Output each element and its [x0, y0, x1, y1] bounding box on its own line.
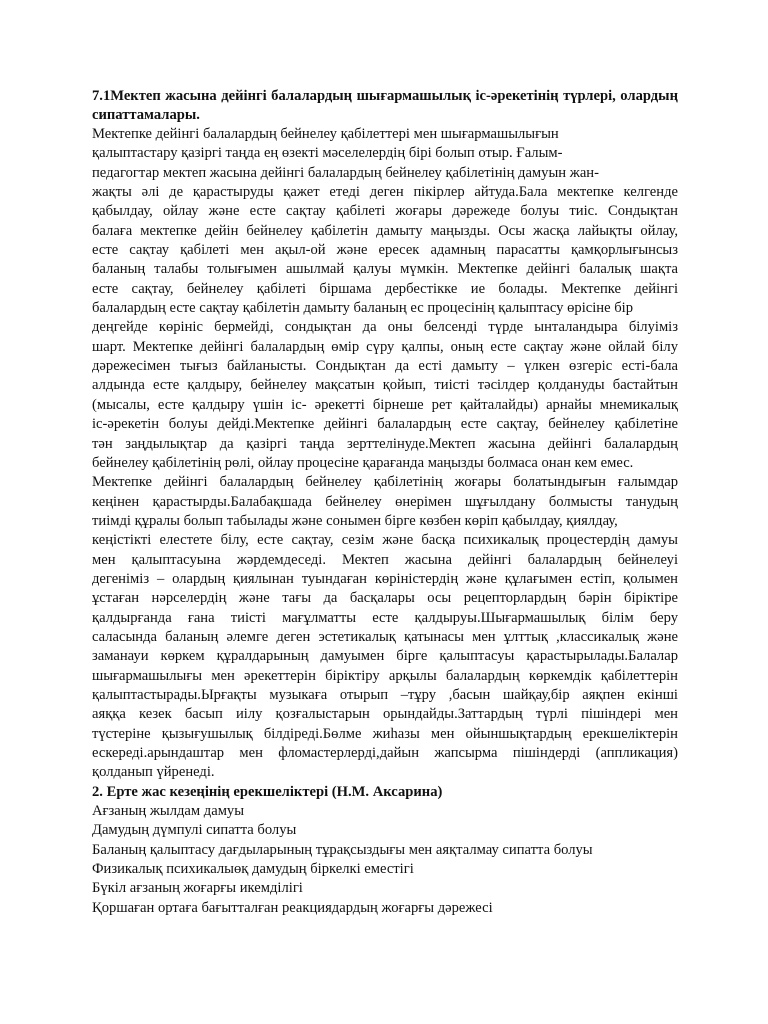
- text-line: қалдырғанда ғана тиісті мағұлматты есте қалдыруы.Шығармашылық білім беру: [92, 609, 678, 626]
- text-line: кеңінен қарастырды.Балабақшада бейнелеу өнерімен шұғылдану болмысты танудың: [92, 493, 678, 510]
- text-line: педагогтар мектеп жасына дейінгі балалардың бейнелеу қабілетінің дамуын жан-: [92, 164, 599, 181]
- text-line: шығармашылығы мен әрекеттерін біріктіру арқылы балалардың көркемдік қабілеттерін: [92, 667, 678, 684]
- text-line: саласында баланың әлемге деген эстетикалық қатынасы мен ұлттық ,классикалық және: [92, 628, 678, 645]
- text-line: кеңістікті елестете білу, есте сақтау, сезім және басқа психикалық процестердің дамуы: [92, 532, 678, 549]
- text-line: есте сақтау қабілеті мен ақыл-ой және ересек адамның парасатты қамқорлығынсыз: [92, 242, 678, 259]
- section-heading: 7.1Мектеп жасына дейінгі балалардың шығармашылық іс-әрекетінің түрлері, олардың сипаттамалары.: [92, 88, 678, 123]
- text-line: (мысалы, есте қалдыру үшін іс- әрекетті бірнеше рет қайталайды) арнайы мнемикалық: [92, 396, 678, 413]
- text-line: тиімді құралы болып табылады және сонымен бірге көзбен көріп қабылдау, қиялдау,: [92, 512, 618, 529]
- text-line: іс-әрекетін болуы дейді.Мектепке дейінгі балалардың есте сақтау, бейнелеу қабілетіне: [92, 416, 678, 433]
- text-line: заманауи көркем құралдарының дамуымен бірге қалыптасуы қарастырылады.Балалар: [92, 648, 678, 665]
- list-item: Баланың қалыптасу дағдыларының тұрақсыздығы мен аяқталмау сипатта болуы: [92, 841, 593, 858]
- text-line: аяққа кезек басып иілу қозғалыстарын орындайды.Заттардың түрлі пішіндері мен: [92, 706, 678, 723]
- text-line: дәрежесімен тығыз байланысты. Сондықтан да есті дамыту – үлкен өзгеріс есті-бала: [92, 358, 678, 375]
- text-line: қалыптастару қазіргі таңда ең өзекті мәселелердің бірі болып отыр. Ғалым-: [92, 145, 563, 162]
- section-heading: 2. Ерте жас кезеңінің ерекшеліктері (Н.М. Аксарина): [92, 783, 443, 800]
- list-item: Ағзаның жылдам дамуы: [92, 803, 245, 820]
- text-line: балаға мектепке дейін бейнелеу қабілетін дамыту маңызды. Осы жасқа лайықты ойлау,: [92, 222, 678, 239]
- text-line: алдында есте қалдыру, бейнелеу мақсатын қойып, тиісті тәсілдер қолдануды бастайтын: [92, 377, 678, 394]
- text-line: қалыптастырады.Ырғақты музыкаға отырып –тұру ,басын шайқау,бір аяқпен екінші: [92, 686, 678, 703]
- text-line: тән заңдылықтар да қазіргі таңда зерттелінуде.Мектеп жасына дейінгі балалардың: [92, 435, 678, 452]
- text-line: ұстаған нәрселердің және тағы да басқалары осы рецепторлардың бәрін біріктіре: [92, 590, 678, 607]
- text-line: қолданып үйренеді.: [92, 764, 215, 781]
- text-line: түстеріне қызығушылық білдіреді.Бөлме жиһазы мен ойыншықтардың ерекшеліктерін: [92, 725, 678, 742]
- text-line: есте сақтау, бейнелеу қабілеті біршама дербестікке ие болады. Мектепке дейінгі: [92, 280, 678, 297]
- list-item: Қоршаған ортаға бағытталған реакциядардың жоғарғы дәрежесі: [92, 899, 493, 916]
- text-line: бейнелеу қабілетінің рөлі, ойлау процесіне қарағанда маңызды болмаса онан кем емес.: [92, 454, 634, 471]
- text-line: жақты әлі де қарастыруды қажет етеді деген пікірлер айтуда.Бала мектепке келгенде: [92, 184, 678, 201]
- document-page: [92, 87, 678, 918]
- list-item: Физикалық психикалыөқ дамудың біркелкі еместігі: [92, 861, 414, 878]
- feature-list: [92, 802, 678, 918]
- list-item: Дамудың дүмпулі сипатта болуы: [92, 822, 297, 839]
- text-line: Мектепке дейінгі балалардың бейнелеу қабілетінің жоғары болатындығын ғалымдар: [92, 474, 678, 491]
- text-line: мен қалыптасуына жәрдемдеседі. Мектеп жасына дейінгі балалардың бейнелеуі: [92, 551, 678, 568]
- text-line: балалардың есте сақтау қабілетін дамыту баланың ес процесінің қалыптасу өрісіне бір: [92, 300, 634, 317]
- text-line: деңгейде көрініс бермейді, сондықтан да оны белсенді түрде ынталандыра білуіміз: [92, 319, 678, 336]
- text-line: баланың талабы толығымен ашылмай қалуы мүмкін. Мектепке дейінгі балалық шақта: [92, 261, 678, 278]
- text-line: дегеніміз – олардың қиялынан туындаған көріністердің және құлағымен естіп, қолымен: [92, 570, 678, 587]
- body-paragraph: [92, 125, 678, 783]
- text-line: шарт. Мектепке дейінгі балалардың өмір сүру қалпы, оның есте сақтау және ойлай білу: [92, 338, 678, 355]
- list-item: Бүкіл ағзаның жоғарғы икемділігі: [92, 880, 303, 897]
- text-line: ескереді.арындаштар мен фломастерлерді,дайын жапсырма пішіндерді (аппликация): [92, 745, 678, 761]
- text-line: қабылдау, ойлау және есте сақтау қабілеті жоғары дәрежеде болуы тиіс. Сондықтан: [92, 203, 678, 220]
- text-line: Мектепке дейінгі балалардың бейнелеу қабілеттері мен шығармашылығын: [92, 126, 559, 142]
